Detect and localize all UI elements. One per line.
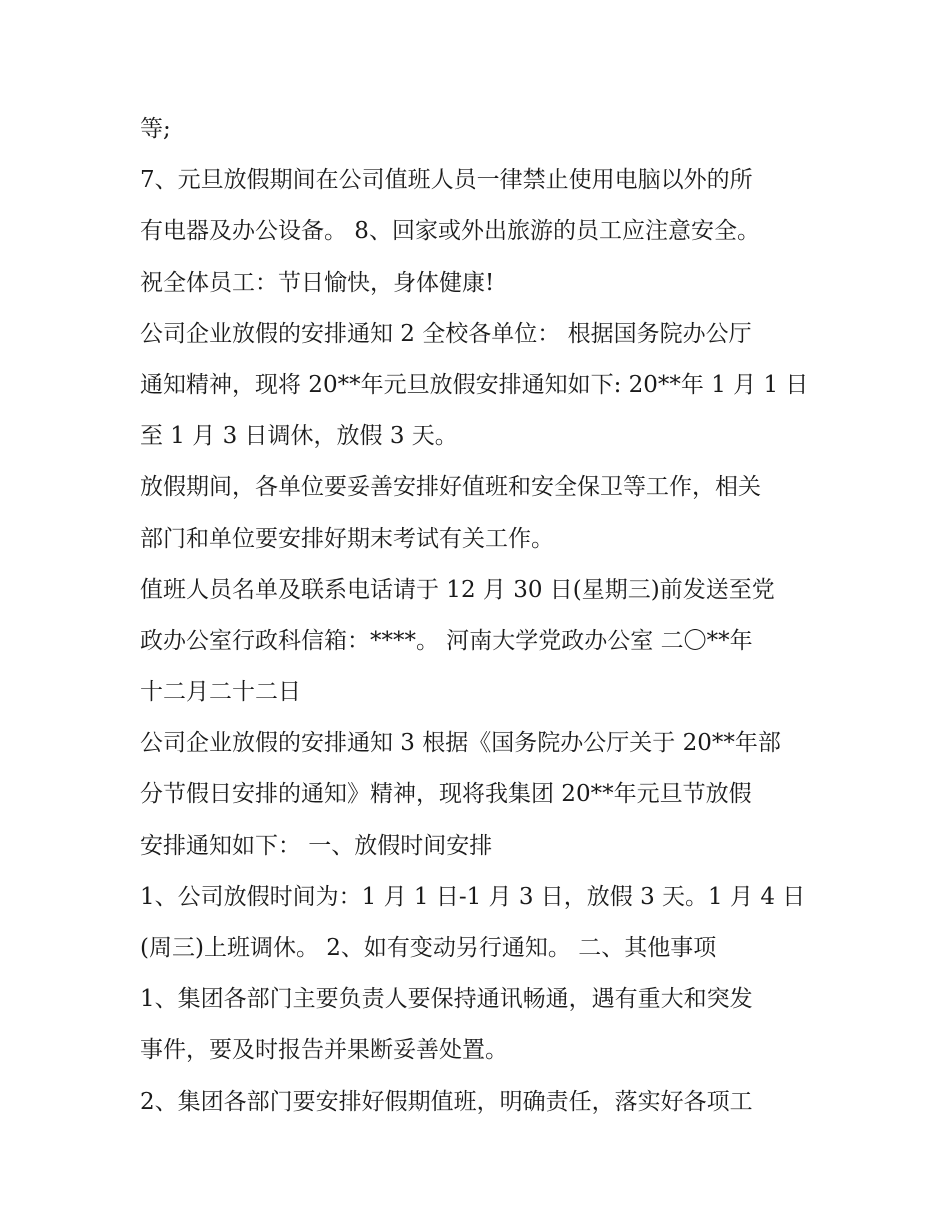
text-line: 等;: [140, 116, 171, 142]
text-line: 事件，要及时报告并果断妥善处置。: [140, 1037, 508, 1064]
text-line: 放假期间，各单位要妥善安排好值班和安全保卫等工作，相关: [140, 474, 761, 501]
text-line: 公司企业放假的安排通知 3 根据《国务院办公厅关于 20**年部: [140, 730, 781, 757]
text-line: 公司企业放假的安排通知 2 全校各单位： 根据国务院办公厅: [140, 320, 752, 347]
document-body: [140, 104, 820, 1128]
text-line: 安排通知如下： 一、放假时间安排: [140, 832, 493, 859]
text-line: 值班人员名单及联系电话请于 12 月 30 日(星期三)前发送至党: [140, 576, 775, 603]
text-line: 十二月二十二日: [140, 679, 301, 706]
text-line: 1、公司放假时间为：1 月 1 日-1 月 3 日，放假 3 天。1 月 4 日: [140, 883, 806, 910]
text-line: 通知精神，现将 20**年元旦放假安排通知如下: 20**年 1 月 1 日: [140, 371, 809, 398]
text-line: 2、集团各部门要安排好假期值班，明确责任，落实好各项工: [140, 1088, 753, 1115]
text-line: (周三)上班调休。 2、如有变动另行通知。 二、其他事项: [140, 935, 717, 961]
text-line: 分节假日安排的通知》精神，现将我集团 20**年元旦节放假: [140, 781, 752, 808]
text-line: 政办公室行政科信箱：****。 河南大学党政办公室 二〇**年: [140, 627, 753, 654]
text-line: 有电器及办公设备。 8、回家或外出旅游的员工应注意安全。: [140, 218, 760, 245]
text-line: 至 1 月 3 日调休，放假 3 天。: [140, 423, 458, 450]
text-line: 1、集团各部门主要负责人要保持通讯畅通，遇有重大和突发: [140, 986, 753, 1013]
text-line: 部门和单位要安排好期末考试有关工作。: [140, 525, 554, 552]
text-line: 7、元旦放假期间在公司值班人员一律禁止使用电脑以外的所: [140, 167, 753, 194]
text-line: 祝全体员工：节日愉快，身体健康!: [140, 269, 495, 296]
